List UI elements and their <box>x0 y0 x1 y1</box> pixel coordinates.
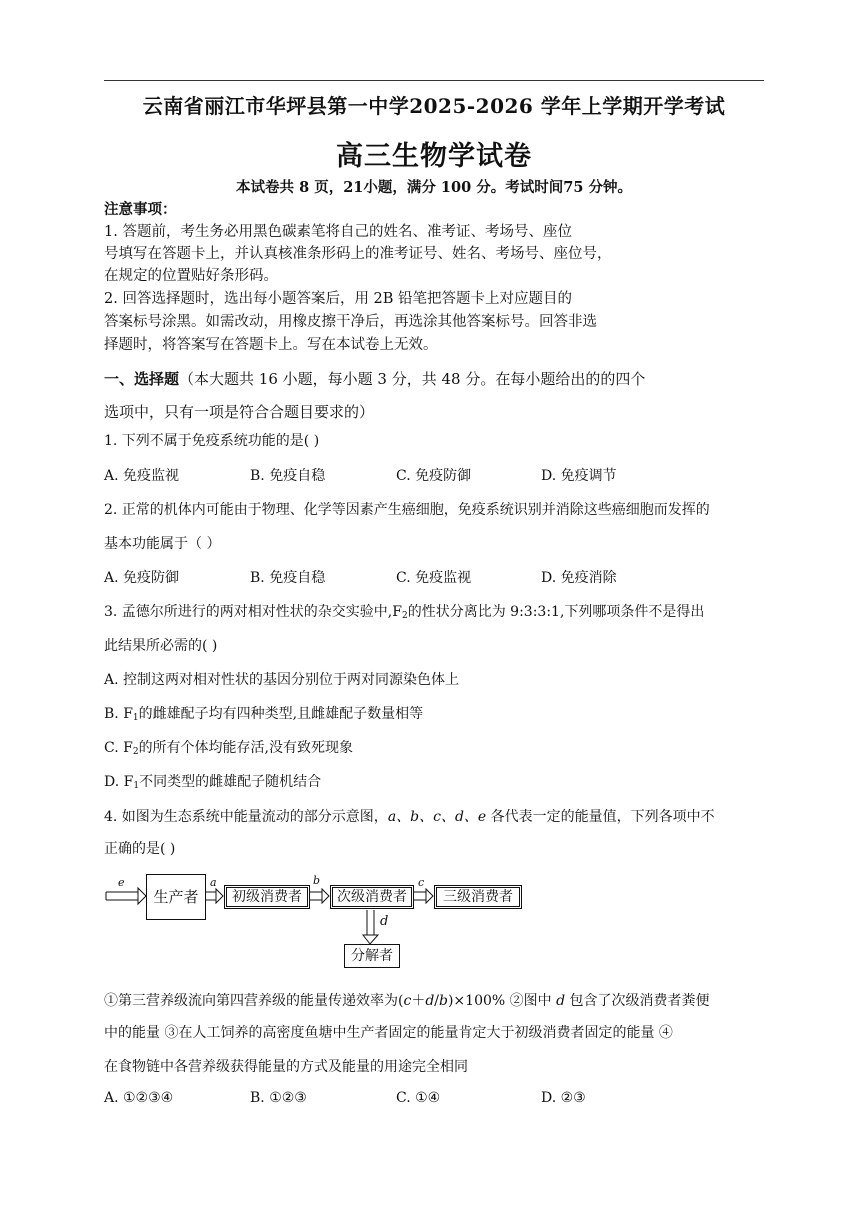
label-d: d <box>380 914 389 929</box>
notice-line: 1. 答题前，考生务必用黑色碳素笔将自己的姓名、准考证、考场号、座位 <box>104 224 572 240</box>
q3-optc-part: C. F <box>104 740 133 756</box>
question-3-option-b <box>104 703 423 723</box>
notice-line: 号填写在答题卡上，并认真核准条形码上的准考证号、姓名、考场号、座位号， <box>104 246 612 262</box>
q3-optd-part: D. F <box>104 774 134 790</box>
q4-stmt-part: ①第三营养级流向第四营养级的能量传递效率为( <box>104 993 404 1009</box>
question-4-stem-cont: 正确的是( ) <box>104 841 176 857</box>
exam-info: 本试卷共 8 页，21小题，满分 100 分。考试时间75 分钟。 <box>236 179 632 196</box>
question-4-stem <box>104 806 715 826</box>
decomposer-box: 分解者 <box>344 944 400 968</box>
q3-subscript: 2 <box>401 611 408 621</box>
question-1-option-b: B. 免疫自稳 <box>250 468 326 484</box>
question-1-stem: 1. 下列不属于免疫系统功能的是( ) <box>104 433 320 449</box>
arrow-a <box>205 889 223 903</box>
question-3-option-a: A. 控制这两对相对性状的基因分别位于两对同源染色体上 <box>104 672 460 688</box>
question-3-stem-cont: 此结果所必需的( ) <box>104 638 218 654</box>
arrow-b <box>309 889 329 903</box>
q4-slash: / <box>434 993 439 1009</box>
q3-stem-part: 3. 孟德尔所进行的两对相对性状的杂交实验中,F <box>104 604 402 620</box>
question-3-option-d <box>104 771 321 791</box>
tertiary-consumer-box: 三级消费者 <box>434 885 522 909</box>
header-rule <box>104 80 764 81</box>
question-3-stem <box>104 601 704 621</box>
q4-stem-part: 4. 如图为生态系统中能量流动的部分示意图， <box>104 809 388 825</box>
notice-line: 答案标号涂黑。如需改动，用橡皮擦干净后，再选涂其他答案标号。回答非选 <box>104 314 597 330</box>
q3-optb-sub: 1 <box>132 713 139 723</box>
q4-var-c: c <box>403 993 412 1009</box>
q4-stmt-part: )×100% ②图中 <box>447 993 557 1009</box>
question-2-stem: 2. 正常的机体内可能由于物理、化学等因素产生癌细胞，免疫系统识别并消除这些癌细胞而发挥的 <box>104 502 710 518</box>
q4-plus: ＋ <box>411 993 426 1009</box>
arrow-e <box>106 888 146 904</box>
question-3-option-c <box>104 737 353 757</box>
q4-var-d: d <box>425 993 435 1009</box>
notice-line: 择题时，将答案写在答题卡上。写在本试卷上无效。 <box>104 337 438 353</box>
question-1-option-d: D. 免疫调节 <box>541 468 617 484</box>
arrow-d <box>363 910 378 944</box>
question-2-option-d: D. 免疫消除 <box>541 570 617 586</box>
q4-var-b: b <box>439 993 448 1009</box>
section-heading <box>104 368 645 389</box>
q3-optd-sub: 1 <box>133 781 140 791</box>
label-a: a <box>210 876 217 889</box>
question-4-option-c: C. ①④ <box>396 1090 441 1106</box>
primary-consumer-box: 初级消费者 <box>224 885 310 909</box>
q3-optb-part: B. F <box>104 706 133 722</box>
label-e: e <box>118 876 125 889</box>
question-4-statement-line1 <box>104 990 710 1010</box>
question-2-option-c: C. 免疫监视 <box>396 570 472 586</box>
secondary-consumer-box: 次级消费者 <box>330 885 414 909</box>
q4-stem-part: 各代表一定的能量值，下列各项中不 <box>486 809 715 825</box>
question-2-option-a: A. 免疫防御 <box>104 570 180 586</box>
school-title: 云南省丽江市华坪县第一中学2025-2026 学年上学期开学考试 <box>142 94 726 118</box>
question-4-option-a: A. ①②③④ <box>104 1090 174 1106</box>
producer-box: 生产者 <box>146 874 206 920</box>
arrow-c <box>412 889 433 903</box>
question-4-statement-line3: 在食物链中各营养级获得能量的方式及能量的用途完全相同 <box>104 1059 468 1075</box>
energy-flow-diagram <box>104 870 534 970</box>
notice-line: 在规定的位置贴好条形码。 <box>104 268 278 284</box>
q3-optd-part: 不同类型的雌雄配子随机结合 <box>139 774 322 790</box>
question-2-stem-cont: 基本功能属于（ ） <box>104 536 221 552</box>
section-title: 一、选择题 <box>104 370 180 388</box>
notice-heading: 注意事项： <box>104 201 177 218</box>
label-b: b <box>313 874 321 887</box>
section-desc-line2: 选项中，只有一项是符合合题目要求的） <box>104 403 375 421</box>
section-desc: （本大题共 16 小题，每小题 3 分，共 48 分。在每小题给出的的四个 <box>179 370 646 388</box>
notice-line: 2. 回答选择题时，选出每小题答案后，用 2B 铅笔把答题卡上对应题目的 <box>104 291 573 307</box>
q3-optb-part: 的雌雄配子均有四种类型,且雌雄配子数量相等 <box>138 706 424 722</box>
question-4-option-d: D. ②③ <box>541 1090 586 1106</box>
q4-var-d2: d <box>556 993 566 1009</box>
q4-stmt-part: 包含了次级消费者粪便 <box>565 993 710 1009</box>
q4-variables: a、b、c、d、e <box>387 809 487 825</box>
question-2-option-b: B. 免疫自稳 <box>250 570 326 586</box>
q3-stem-part: 的性状分离比为 9:3:3:1,下列哪项条件不是得出 <box>407 604 705 620</box>
q3-optc-part: 的所有个体均能存活,没有致死现象 <box>138 740 354 756</box>
exam-title: 高三生物学试卷 <box>336 141 532 172</box>
question-4-option-b: B. ①②③ <box>250 1090 307 1106</box>
question-1-option-c: C. 免疫防御 <box>396 468 472 484</box>
label-c: c <box>418 876 425 889</box>
question-4-statement-line2: 中的能量 ③在人工饲养的高密度鱼塘中生产者固定的能量肯定大于初级消费者固定的能量 ④ <box>104 1025 673 1041</box>
q3-optc-sub: 2 <box>132 747 139 757</box>
question-1-option-a: A. 免疫监视 <box>104 468 180 484</box>
